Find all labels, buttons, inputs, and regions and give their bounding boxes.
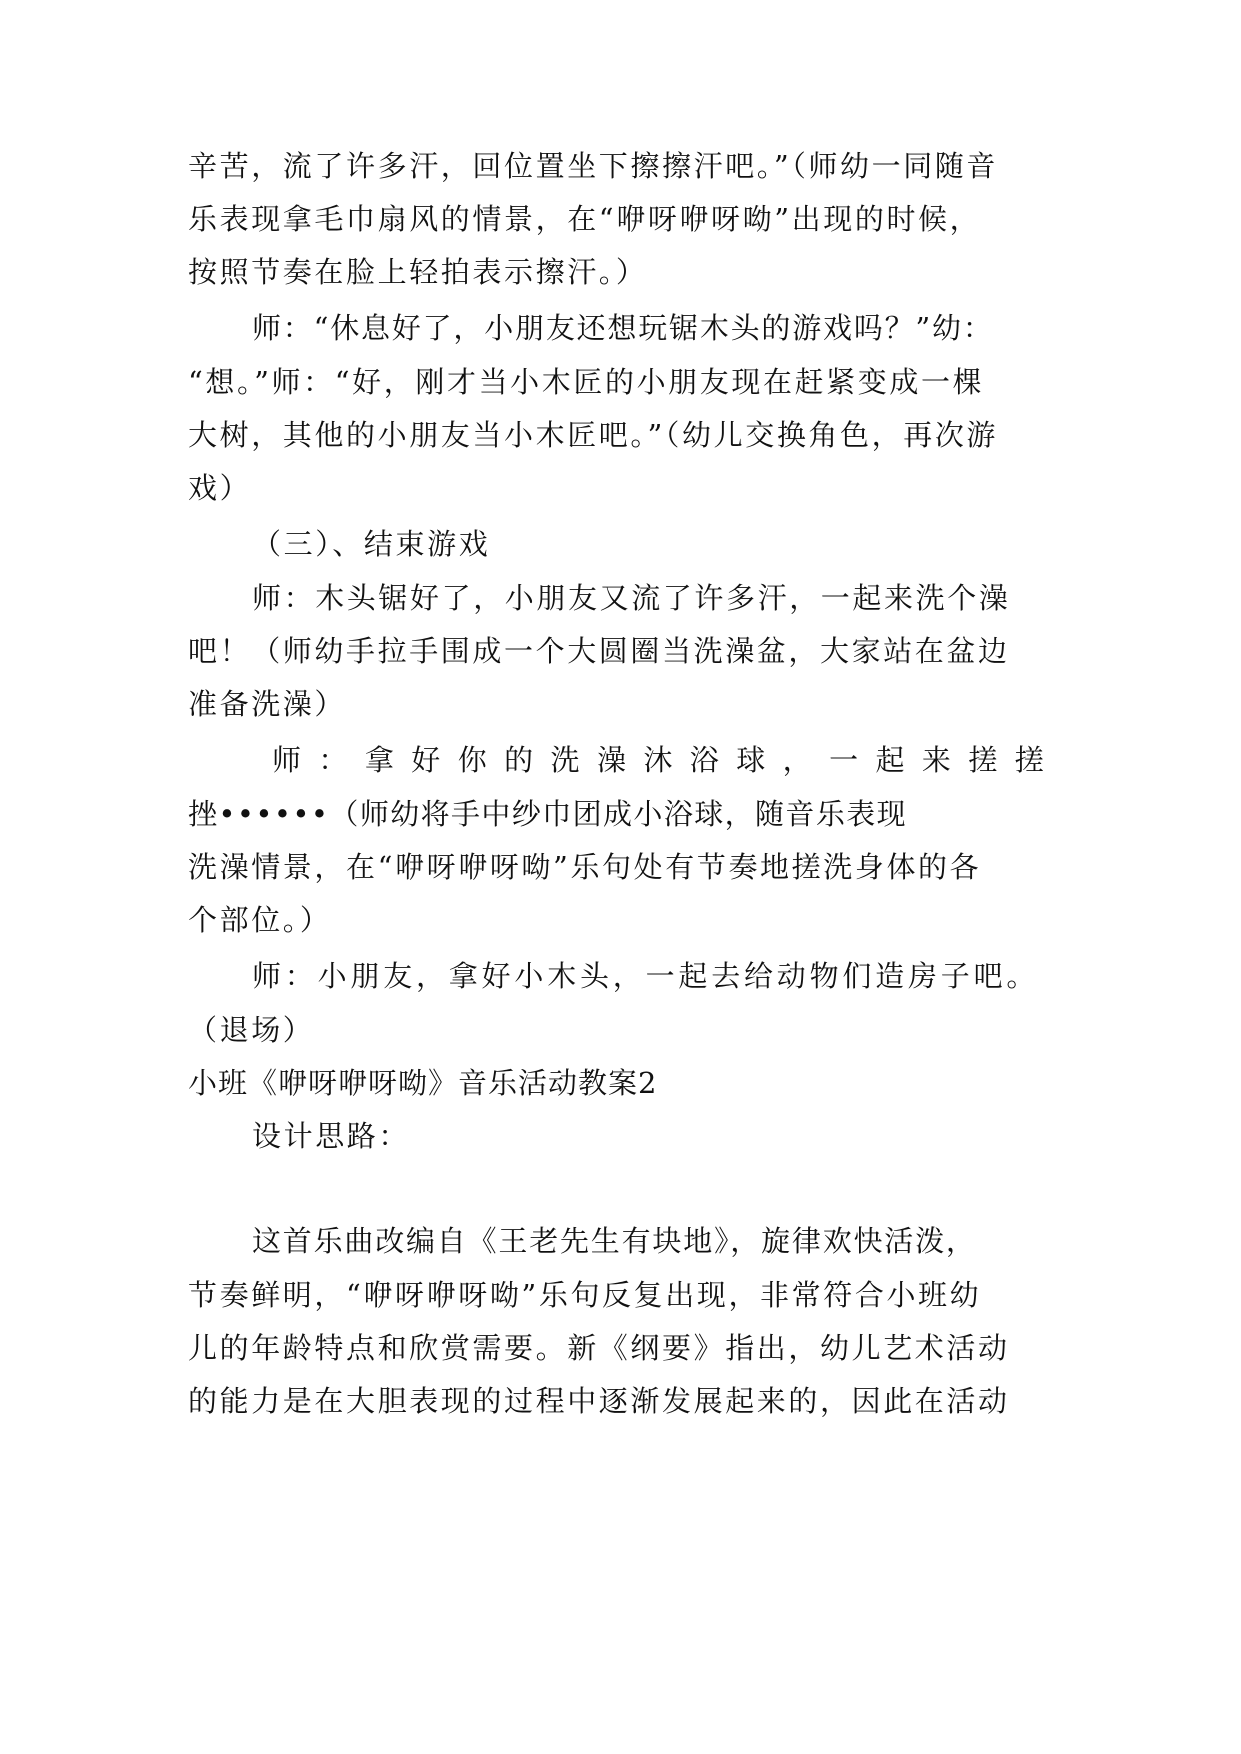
text-line: 按照节奏在脸上轻拍表示擦汗。） (188, 255, 648, 289)
text-char: ： (318, 743, 348, 777)
text-char: 拿 (364, 743, 394, 777)
text-char: 球 (736, 743, 766, 777)
text-line: 师：“休息好了，小朋友还想玩锯木头的游戏吗？”幼： (252, 311, 994, 345)
text-line: 儿的年龄特点和欣赏需要。新《纲要》指出，幼儿艺术活动 (188, 1331, 1010, 1365)
text-char: 起 (875, 743, 905, 777)
text-line: 的能力是在大胆表现的过程中逐渐发展起来的，因此在活动 (188, 1384, 1010, 1418)
section-heading: （三）、结束游戏 (252, 527, 491, 561)
text-char: 搓 (968, 743, 998, 777)
text-line: 洗澡情景，在“咿呀咿呀呦”乐句处有节奏地搓洗身体的各 (188, 850, 982, 884)
text-char: 好 (411, 743, 441, 777)
text-char: 一 (829, 743, 859, 777)
text-line: 师：小朋友，拿好小木头，一起去给动物们造房子吧。 (252, 959, 1040, 993)
text-char: 澡 (596, 743, 626, 777)
text-char: 师 (272, 743, 302, 777)
text-line: 这首乐曲改编自《王老先生有块地》，旋律欢快活泼， (252, 1224, 977, 1258)
text-char: 洗 (550, 743, 580, 777)
document-title: 小班《咿呀咿呀呦》音乐活动教案2 (188, 1066, 658, 1100)
text-line: 节奏鲜明，“咿呀咿呀呦”乐句反复出现，非常符合小班幼 (188, 1278, 982, 1312)
text-line: 戏） (188, 471, 252, 505)
text-line: 个部位。） (188, 903, 332, 937)
text-char: 的 (504, 743, 534, 777)
text-line: 挫••••••（师幼将手中纱巾团成小浴球，随音乐表现 (188, 797, 908, 831)
text-char: 你 (457, 743, 487, 777)
text-line-justified (272, 740, 1044, 780)
text-char: 沐 (643, 743, 673, 777)
text-line: （退场） (188, 1013, 315, 1047)
text-line: 乐表现拿毛巾扇风的情景，在“咿呀咿呀呦”出现的时候， (188, 202, 982, 236)
text-line: 吧！（师幼手拉手围成一个大圆圈当洗澡盆，大家站在盆边 (188, 634, 1010, 668)
subheading: 设计思路： (252, 1119, 411, 1153)
text-char: 搓 (1014, 743, 1044, 777)
text-line: 辛苦，流了许多汗，回位置坐下擦擦汗吧。”（师幼一同随音 (188, 149, 999, 183)
text-line: “想。”师：“好，刚才当小木匠的小朋友现在赶紧变成一棵 (188, 365, 985, 399)
text-char: 来 (921, 743, 951, 777)
text-char: ， (782, 743, 812, 777)
text-line: 准备洗澡） (188, 687, 347, 721)
text-line: 大树，其他的小朋友当小木匠吧。”（幼儿交换角色，再次游 (188, 418, 999, 452)
text-char: 浴 (689, 743, 719, 777)
text-line: 师：木头锯好了，小朋友又流了许多汗，一起来洗个澡 (252, 581, 1011, 615)
